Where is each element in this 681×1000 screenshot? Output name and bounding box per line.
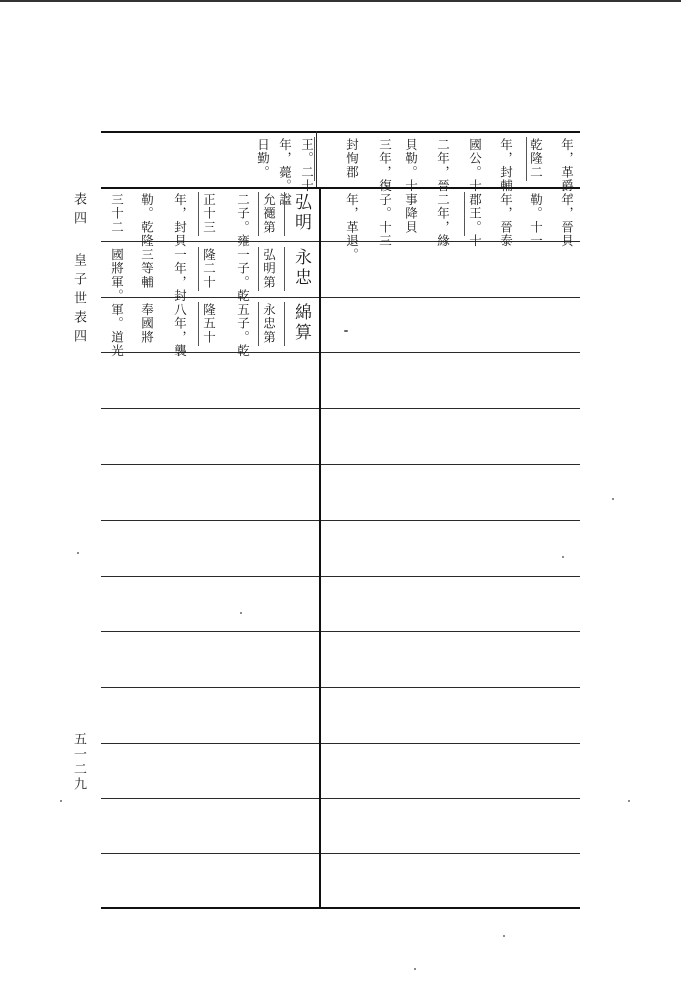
text-column: 三年，復 xyxy=(377,138,393,193)
text-column: 二年，緣 xyxy=(435,193,451,248)
text-column: 八年，襲 xyxy=(172,303,188,358)
text-column: 年，晉泰 xyxy=(498,193,514,248)
chapter-label: 表四 xyxy=(71,192,86,230)
text-column: 年，薨。諡 xyxy=(277,138,293,207)
top-border xyxy=(0,0,681,2)
person-name: 弘明 xyxy=(291,193,311,233)
text-column: 貝勒。十 xyxy=(403,138,419,193)
text-column: 弘明第 xyxy=(261,248,277,290)
text-column: 二年，晉 xyxy=(435,138,451,193)
person-name: 綿算 xyxy=(291,303,311,343)
series-title: 皇子世表四 xyxy=(71,253,86,348)
text-column: 奉國將 xyxy=(139,303,155,345)
text-column: 軍。道光 xyxy=(109,303,125,358)
page-number: 五一二九 xyxy=(71,732,86,792)
text-column: 事降貝 xyxy=(403,193,419,235)
text-column: 年，晉貝 xyxy=(559,193,575,248)
text-column: 五子。乾 xyxy=(235,303,251,358)
text-column: 年，革退。 xyxy=(344,193,360,262)
text-column: 年，封貝 xyxy=(172,193,188,248)
text-column: 乾隆二 xyxy=(528,138,544,180)
text-column: 郡王。十 xyxy=(467,193,483,248)
text-column: 國公。十 xyxy=(467,138,483,193)
text-column: 一子。乾 xyxy=(235,248,251,303)
text-column: 隆五十 xyxy=(201,303,217,345)
text-column: 永忠第 xyxy=(261,303,277,345)
text-column: 勒。十一 xyxy=(528,193,544,248)
text-column: 正十三 xyxy=(201,193,217,235)
person-name: 永忠 xyxy=(291,248,311,288)
text-column: 年，革爵。 xyxy=(559,138,575,207)
text-column: 二子。雍 xyxy=(235,193,251,248)
text-column: 勒。乾隆 xyxy=(139,193,155,248)
text-column: 三等輔 xyxy=(139,248,155,290)
text-column: 年，封輔 xyxy=(498,138,514,193)
text-column: 子。十三 xyxy=(377,193,393,248)
text-column: 一年，封 xyxy=(172,248,188,303)
text-column: 允禵第 xyxy=(261,193,277,235)
text-column: 王。二十 xyxy=(299,138,315,193)
text-column: 封恂郡 xyxy=(344,138,360,180)
text-column: 隆二十 xyxy=(201,248,217,290)
text-column: 日勤。 xyxy=(255,138,271,180)
text-column: 國將軍。 xyxy=(109,248,125,303)
text-column: 三十二 xyxy=(109,193,125,235)
